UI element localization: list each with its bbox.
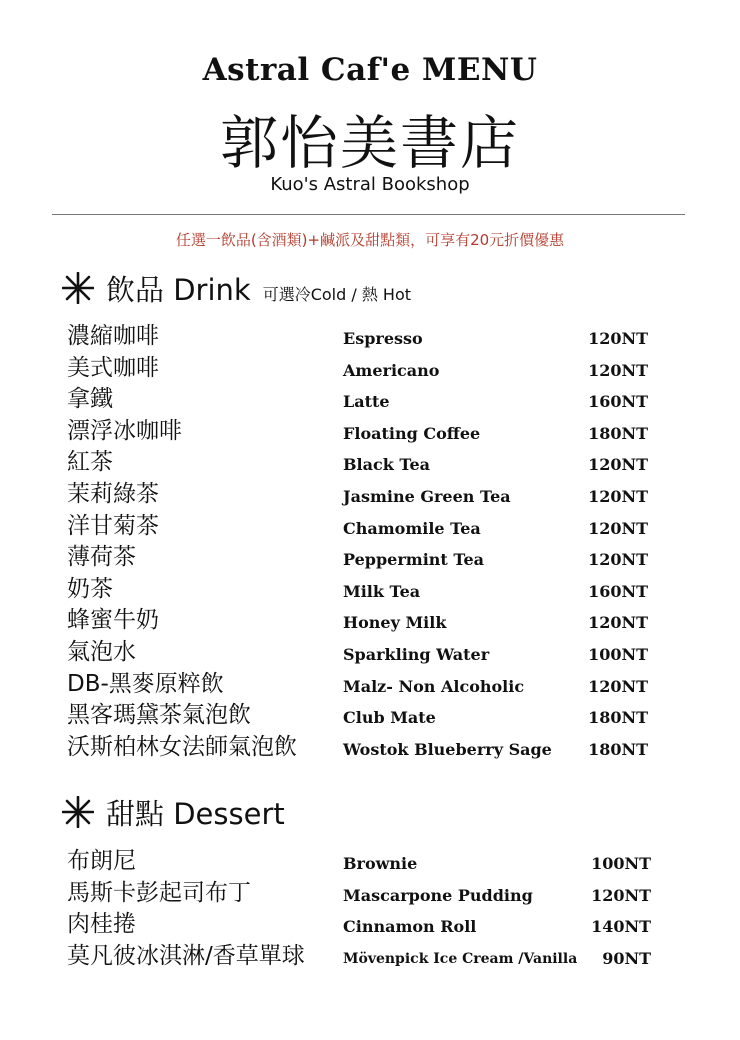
promo-text: 任選一飲品(含酒類)+鹹派及甜點類，可享有20元折價優惠 bbox=[175, 231, 565, 249]
drink-section-title: 飲品 Drink bbox=[106, 273, 251, 307]
item-price: 90NT bbox=[602, 948, 651, 968]
item-name-en: Espresso bbox=[343, 329, 423, 348]
item-price: 100NT bbox=[588, 644, 648, 664]
item-price: 180NT bbox=[588, 708, 648, 728]
item-name-en: Sparkling Water bbox=[343, 644, 490, 664]
item-name-en: Black Tea bbox=[343, 455, 430, 475]
item-name-cn: 布朗尼 bbox=[67, 848, 136, 874]
item-name-cn: 奶茶 bbox=[67, 575, 113, 602]
item-name-cn: 馬斯卡彭起司布丁 bbox=[67, 879, 251, 906]
drink-temperature-note: 可選冷Cold / 熱 Hot bbox=[262, 285, 412, 304]
item-price: 120NT bbox=[588, 518, 648, 538]
list-item bbox=[0, 606, 740, 638]
item-name-cn: 莫凡彼冰淇淋/香草單球 bbox=[67, 942, 305, 969]
item-price: 140NT bbox=[591, 917, 651, 937]
list-item bbox=[0, 942, 740, 974]
list-item bbox=[0, 354, 740, 386]
list-item bbox=[0, 847, 740, 879]
list-item bbox=[0, 575, 740, 607]
list-item bbox=[0, 417, 740, 449]
item-name-cn: 沃斯柏林女法師氣泡飲 bbox=[67, 733, 297, 760]
drink-section-header bbox=[62, 268, 411, 309]
item-name-en: Cinnamon Roll bbox=[343, 917, 477, 937]
dessert-section-header bbox=[62, 792, 285, 833]
item-name-en: Milk Tea bbox=[343, 581, 421, 601]
item-price: 180NT bbox=[588, 739, 648, 759]
item-name-en: Peppermint Tea bbox=[343, 550, 484, 570]
item-name-cn: 美式咖啡 bbox=[67, 354, 159, 381]
list-item bbox=[0, 733, 740, 765]
item-name-cn: 薄荷茶 bbox=[67, 544, 136, 571]
list-item bbox=[0, 701, 740, 733]
store-name-chinese: 郭怡美書店 bbox=[219, 109, 520, 177]
item-name-en: Chamomile Tea bbox=[343, 518, 481, 538]
list-item bbox=[0, 322, 740, 354]
list-item bbox=[0, 879, 740, 911]
item-name-cn: 漂浮冰咖啡 bbox=[67, 417, 182, 444]
list-item bbox=[0, 480, 740, 512]
item-name-en: Latte bbox=[343, 392, 390, 412]
item-name-cn: 拿鐵 bbox=[67, 386, 113, 413]
item-name-cn: 茉莉綠茶 bbox=[67, 480, 159, 507]
item-name-cn: 蜂蜜牛奶 bbox=[67, 607, 159, 634]
item-price: 120NT bbox=[588, 613, 648, 633]
item-price: 120NT bbox=[588, 455, 648, 475]
item-name-en: Wostok Blueberry Sage bbox=[343, 739, 552, 759]
item-name-en: Americano bbox=[343, 360, 440, 380]
sparkle-star-icon bbox=[62, 272, 94, 304]
item-name-en: Floating Coffee bbox=[343, 423, 481, 443]
item-name-cn: DB-黑麥原粹飲 bbox=[67, 670, 224, 697]
item-name-en: Jasmine Green Tea bbox=[343, 486, 511, 506]
item-name-cn: 濃縮咖啡 bbox=[67, 323, 159, 349]
item-price: 160NT bbox=[588, 581, 648, 601]
sparkle-star-icon bbox=[62, 796, 94, 828]
item-price: 120NT bbox=[591, 885, 651, 905]
item-price: 100NT bbox=[591, 854, 651, 873]
item-name-cn: 氣泡水 bbox=[67, 638, 136, 665]
item-price: 120NT bbox=[588, 550, 648, 570]
item-price: 160NT bbox=[588, 392, 648, 412]
list-item bbox=[0, 385, 740, 417]
menu-title: Astral Caf'e MENU bbox=[202, 52, 538, 88]
dessert-section-title: 甜點 Dessert bbox=[106, 797, 285, 831]
divider bbox=[52, 214, 685, 215]
item-name-en: Mövenpick Ice Cream /Vanilla bbox=[343, 950, 578, 967]
item-price: 120NT bbox=[588, 360, 648, 380]
item-name-en: Mascarpone Pudding bbox=[343, 885, 533, 905]
list-item bbox=[0, 543, 740, 575]
item-price: 120NT bbox=[588, 676, 648, 696]
item-name-cn: 肉桂捲 bbox=[67, 911, 136, 938]
item-name-cn: 洋甘菊茶 bbox=[67, 512, 159, 539]
list-item bbox=[0, 512, 740, 544]
list-item bbox=[0, 910, 740, 942]
item-price: 180NT bbox=[588, 423, 648, 443]
drink-list bbox=[0, 322, 740, 764]
item-name-en: Club Mate bbox=[343, 708, 436, 728]
item-name-cn: 黑客瑪黛茶氣泡飲 bbox=[67, 702, 251, 729]
item-price: 120NT bbox=[588, 329, 648, 348]
store-name-english: Kuo's Astral Bookshop bbox=[270, 174, 470, 195]
list-item bbox=[0, 448, 740, 480]
item-price: 120NT bbox=[588, 486, 648, 506]
list-item bbox=[0, 670, 740, 702]
item-name-en: Honey Milk bbox=[343, 613, 447, 633]
list-item bbox=[0, 638, 740, 670]
dessert-list bbox=[0, 847, 740, 973]
item-name-en: Brownie bbox=[343, 854, 418, 873]
item-name-en: Malz- Non Alcoholic bbox=[343, 676, 525, 696]
item-name-cn: 紅茶 bbox=[67, 449, 113, 476]
